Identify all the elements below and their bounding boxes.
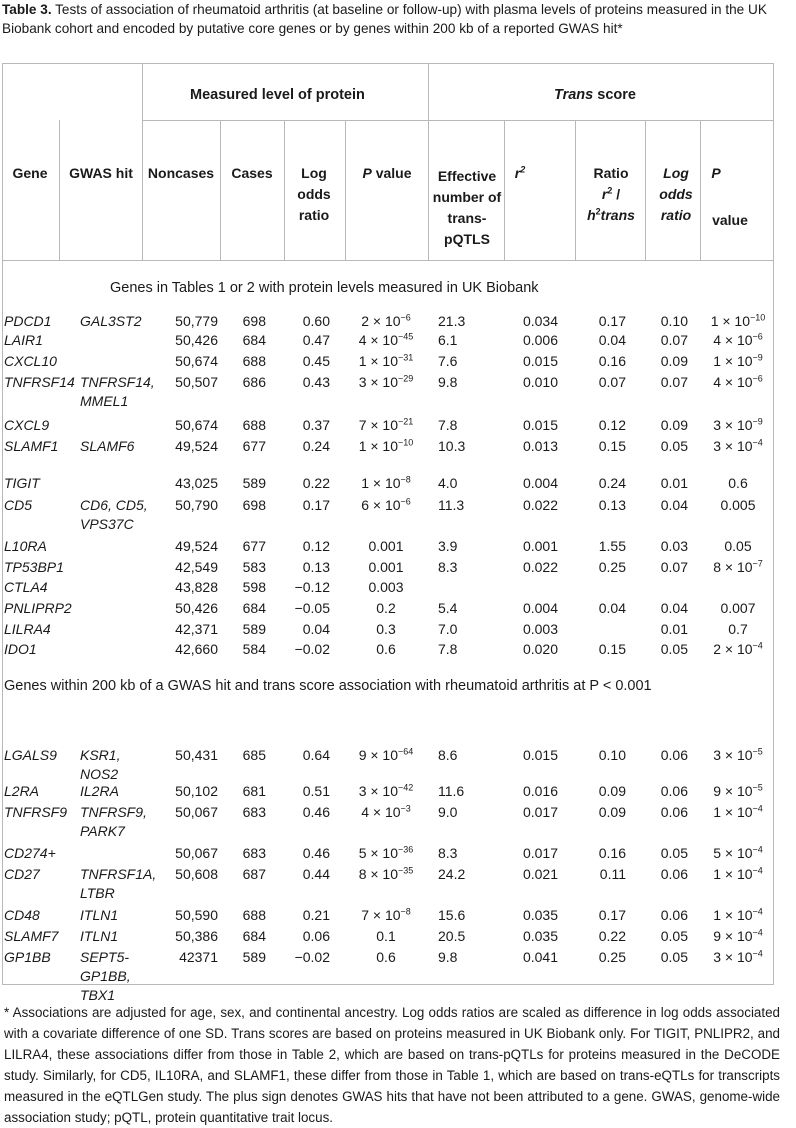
p-value-cell: $7 \times 10^{-8}$ (361, 906, 411, 923)
r2-cell: 0.006 (522, 332, 558, 348)
header-log-odds: Log odds ratio (297, 165, 331, 223)
cases-cell: 677 (242, 538, 266, 554)
group-divider (142, 120, 774, 121)
noncases-cell: 49,524 (175, 538, 218, 554)
cases-cell: 598 (242, 579, 266, 595)
p-value-cell: $1 \times 10^{-10}$ (358, 437, 414, 454)
effective-cell: 9.0 (438, 804, 458, 820)
log-odds-cell: −0.05 (294, 600, 330, 616)
gwas-cell: KSR1, NOS2 (80, 747, 121, 782)
gwas-cell: ITLN1 (80, 928, 119, 944)
gwas-cell: IL2RA (80, 783, 119, 799)
r2-cell: 0.035 (522, 928, 558, 944)
header-p-value: P value (362, 165, 412, 181)
gene-cell: TP53BP1 (4, 559, 64, 575)
log-odds-cell: 0.44 (302, 866, 330, 882)
effective-cell: 7.8 (438, 641, 458, 657)
gene-cell: CTLA4 (4, 579, 48, 595)
gene-cell: PNLIPRP2 (4, 600, 72, 616)
trans-log-odds-cell: 0.10 (660, 313, 688, 329)
gene-cell: SLAMF1 (4, 438, 59, 454)
r2-cell: 0.034 (522, 313, 558, 329)
footnote: * Associations are adjusted for age, sex, and continental ancestry. Log odds ratios are scaled as difference in log odds associated with a covariate difference of one SD. Trans scores are based on proteins measured in UK Biobank only. For TIGIT, PNLIPR2, and LILRA4, these associations differ from those in Table 2, which are based on trans-pQTLs for proteins measured in the DeCODE study. Similarly, for CD5, IL10RA, and SLAMF1, these differ from those in Table 1, which are based on trans-eQTLs for transcripts measured in the eQTLGen study. The plus sign denotes GWAS hits that have not been attributed to a gene. GWAS, genome-wide association study; pQTL, protein quantitative trait locus. (4, 1005, 780, 1125)
trans-log-odds-cell: 0.07 (660, 559, 688, 575)
ratio-cell: 0.16 (598, 845, 626, 861)
ratio-cell: 0.16 (598, 353, 626, 369)
r2-cell: 0.003 (522, 621, 558, 637)
header-ratio: Ratio $r^2$ / $h^2trans$ (587, 165, 635, 223)
ratio-cell: 0.22 (598, 928, 626, 944)
ratio-cell: 0.04 (598, 600, 626, 616)
cases-cell: 688 (242, 907, 266, 923)
noncases-cell: 50,386 (175, 928, 218, 944)
r2-cell: 0.015 (522, 417, 558, 433)
r2-cell: 0.035 (522, 907, 558, 923)
trans-p-value-cell: $2 \times 10^{-4}$ (713, 640, 763, 657)
ratio-cell: 0.13 (598, 497, 626, 513)
effective-cell: 24.2 (438, 866, 466, 882)
p-value-cell: $4 \times 10^{-3}$ (361, 803, 411, 820)
effective-cell: 4.0 (438, 475, 458, 491)
effective-cell: 7.6 (438, 353, 458, 369)
trans-p-value-cell: $1 \times 10^{-10}$ (710, 312, 766, 329)
trans-p-value-cell: 0.007 (720, 600, 756, 616)
col-divider (575, 120, 576, 260)
noncases-cell: 42,549 (175, 559, 218, 575)
noncases-cell: 50,067 (175, 845, 218, 861)
cases-cell: 686 (242, 374, 266, 390)
trans-p-value-cell: $8 \times 10^{-7}$ (713, 558, 763, 575)
ratio-cell: 0.12 (598, 417, 626, 433)
effective-cell: 5.4 (438, 600, 458, 616)
col-divider (142, 64, 143, 260)
log-odds-cell: 0.43 (302, 374, 330, 390)
trans-p-value-cell: 0.005 (720, 497, 756, 513)
p-value-cell: 0.6 (376, 641, 396, 657)
cases-cell: 684 (242, 332, 266, 348)
trans-log-odds-cell: 0.01 (660, 621, 688, 637)
gene-cell: TNFRSF9 (4, 804, 67, 820)
ratio-cell: 0.17 (598, 313, 626, 329)
log-odds-cell: 0.04 (302, 621, 330, 637)
trans-p-value-cell: 0.7 (728, 621, 748, 637)
cases-cell: 589 (242, 949, 266, 965)
p-value-cell: $2 \times 10^{-6}$ (361, 312, 411, 329)
trans-log-odds-cell: 0.05 (660, 438, 688, 454)
effective-cell: 7.0 (438, 621, 458, 637)
p-value-cell: 0.003 (368, 579, 404, 595)
gwas-cell: GAL3ST2 (80, 313, 142, 329)
log-odds-cell: 0.47 (302, 332, 330, 348)
p-value-cell: $9 \times 10^{-64}$ (358, 746, 414, 763)
log-odds-cell: 0.24 (302, 438, 330, 454)
trans-log-odds-cell: 0.06 (660, 783, 688, 799)
cases-cell: 589 (242, 621, 266, 637)
gene-cell: L2RA (4, 783, 40, 799)
effective-cell: 20.5 (438, 928, 466, 944)
trans-log-odds-cell: 0.05 (660, 928, 688, 944)
noncases-cell: 50,431 (175, 747, 218, 763)
p-value-cell: $8 \times 10^{-35}$ (358, 865, 414, 882)
trans-log-odds-cell: 0.03 (660, 538, 688, 554)
noncases-cell: 50,426 (175, 600, 218, 616)
cases-cell: 584 (242, 641, 266, 657)
p-value-cell: $1 \times 10^{-8}$ (361, 474, 411, 491)
p-value-cell: $6 \times 10^{-6}$ (361, 496, 411, 513)
ratio-cell: 0.11 (599, 866, 626, 882)
p-value-cell: $5 \times 10^{-36}$ (358, 844, 414, 861)
noncases-cell: 42,371 (175, 621, 218, 637)
noncases-cell: 50,790 (175, 497, 218, 513)
effective-cell: 8.6 (438, 747, 458, 763)
gene-cell: LILRA4 (4, 621, 51, 637)
p-value-cell: $4 \times 10^{-45}$ (358, 331, 414, 348)
header-gene: Gene (12, 165, 48, 181)
log-odds-cell: 0.22 (302, 475, 330, 491)
ratio-cell: 0.10 (598, 747, 626, 763)
trans-p-value-cell: $1 \times 10^{-4}$ (713, 865, 763, 882)
ratio-cell: 0.25 (598, 559, 626, 575)
log-odds-cell: 0.13 (302, 559, 330, 575)
gene-cell: CXCL10 (4, 353, 57, 369)
section-heading-2: Genes within 200 kb of a GWAS hit and trans score association with rheumatoid arthritis at P < 0.001 (4, 678, 652, 694)
col-divider (428, 64, 429, 260)
r2-cell: 0.015 (522, 747, 558, 763)
r2-cell: 0.041 (522, 949, 558, 965)
r2-cell: 0.010 (522, 374, 558, 390)
log-odds-cell: −0.02 (294, 641, 330, 657)
trans-p-value-cell: $3 \times 10^{-5}$ (713, 746, 763, 763)
log-odds-cell: 0.37 (302, 417, 330, 433)
log-odds-cell: 0.45 (302, 353, 330, 369)
r2-cell: 0.021 (522, 866, 558, 882)
trans-p-value-cell: $4 \times 10^{-6}$ (713, 373, 763, 390)
col-divider (345, 120, 346, 260)
gwas-cell: TNFRSF14, MMEL1 (80, 374, 155, 409)
p-value-cell: $3 \times 10^{-42}$ (358, 782, 414, 799)
log-odds-cell: −0.12 (294, 579, 330, 595)
noncases-cell: 42,660 (175, 641, 218, 657)
effective-cell: 11.6 (438, 783, 465, 799)
trans-p-value-cell: $3 \times 10^{-4}$ (713, 948, 763, 965)
gwas-cell: SEPT5-GP1BB, TBX1 (80, 949, 131, 1003)
group-header-protein: Measured level of protein (190, 87, 365, 103)
r2-cell: 0.017 (522, 804, 558, 820)
trans-log-odds-cell: 0.07 (660, 374, 688, 390)
ratio-cell: 0.04 (598, 332, 626, 348)
gene-cell: IDO1 (4, 641, 37, 657)
noncases-cell: 50,426 (175, 332, 218, 348)
header-trans-log-odds: Log odds ratio (659, 165, 693, 223)
noncases-cell: 50,674 (175, 417, 218, 433)
effective-cell: 9.8 (438, 374, 458, 390)
noncases-cell: 43,828 (175, 579, 218, 595)
noncases-cell: 50,779 (175, 313, 218, 329)
log-odds-cell: 0.21 (302, 907, 330, 923)
p-value-cell: $1 \times 10^{-31}$ (358, 352, 414, 369)
gene-cell: CXCL9 (4, 417, 50, 433)
gene-cell: LAIR1 (4, 332, 43, 348)
ratio-cell: 1.55 (598, 538, 626, 554)
effective-cell: 6.1 (438, 332, 458, 348)
ratio-cell: 0.24 (598, 475, 626, 491)
r2-cell: 0.017 (522, 845, 558, 861)
cases-cell: 677 (242, 438, 266, 454)
log-odds-cell: 0.64 (302, 747, 330, 763)
cases-cell: 698 (242, 497, 266, 513)
cases-cell: 683 (242, 804, 266, 820)
noncases-cell: 50,608 (175, 866, 218, 882)
effective-cell: 9.8 (438, 949, 458, 965)
trans-p-value-cell: $5 \times 10^{-4}$ (713, 844, 763, 861)
gwas-cell: CD6, CD5, VPS37C (80, 497, 148, 532)
gene-cell: CD5 (4, 497, 33, 513)
gene-cell: TIGIT (4, 475, 40, 491)
trans-p-value-cell: $4 \times 10^{-6}$ (713, 331, 763, 348)
header-divider (2, 260, 774, 261)
r2-cell: 0.022 (522, 559, 558, 575)
effective-cell: 3.9 (438, 538, 458, 554)
col-divider (700, 120, 701, 260)
gene-cell: PDCD1 (4, 313, 52, 329)
log-odds-cell: −0.02 (294, 949, 330, 965)
trans-p-value-cell: 0.6 (728, 475, 748, 491)
noncases-cell: 50,507 (175, 374, 218, 390)
ratio-cell: 0.09 (598, 804, 626, 820)
effective-cell: 15.6 (438, 907, 466, 923)
effective-cell: 10.3 (438, 438, 466, 454)
cases-cell: 681 (242, 783, 266, 799)
log-odds-cell: 0.46 (302, 845, 330, 861)
trans-p-value-cell: $1 \times 10^{-9}$ (713, 352, 763, 369)
trans-p-value-cell: $9 \times 10^{-5}$ (713, 782, 763, 799)
r2-cell: 0.015 (522, 353, 558, 369)
table-caption (2, 0, 792, 38)
gene-cell: CD27 (4, 866, 40, 882)
gene-cell: SLAMF7 (4, 928, 59, 944)
gene-cell: CD48 (4, 907, 40, 923)
noncases-cell: 43,025 (175, 475, 218, 491)
p-value-cell: $3 \times 10^{-29}$ (358, 373, 414, 390)
trans-log-odds-cell: 0.06 (660, 866, 688, 882)
noncases-cell: 50,674 (175, 353, 218, 369)
header-noncases: Noncases (147, 165, 215, 181)
trans-p-value-cell: $1 \times 10^{-4}$ (713, 803, 763, 820)
noncases-cell: 50,102 (175, 783, 218, 799)
noncases-cell: 49,524 (175, 438, 218, 454)
trans-log-odds-cell: 0.07 (660, 332, 688, 348)
noncases-cell: 50,067 (175, 804, 218, 820)
trans-log-odds-cell: 0.06 (660, 907, 688, 923)
log-odds-cell: 0.51 (302, 783, 330, 799)
cases-cell: 583 (242, 559, 266, 575)
gene-cell: TNFRSF14 (4, 374, 75, 390)
trans-log-odds-cell: 0.04 (660, 600, 688, 616)
ratio-cell: 0.15 (598, 438, 626, 454)
trans-log-odds-cell: 0.05 (660, 949, 688, 965)
ratio-cell: 0.09 (598, 783, 626, 799)
gwas-cell: SLAMF6 (80, 438, 135, 454)
p-value-cell: 0.001 (368, 559, 404, 575)
cases-cell: 683 (242, 845, 266, 861)
ratio-cell: 0.15 (598, 641, 626, 657)
log-odds-cell: 0.46 (302, 804, 330, 820)
col-divider (504, 120, 505, 260)
r2-cell: 0.016 (522, 783, 558, 799)
trans-log-odds-cell: 0.05 (660, 641, 688, 657)
cases-cell: 688 (242, 353, 266, 369)
r2-cell: 0.020 (522, 641, 558, 657)
trans-log-odds-cell: 0.09 (660, 353, 688, 369)
col-divider (284, 120, 285, 260)
gwas-cell: TNFRSF1A, LTBR (80, 866, 157, 901)
r2-cell: 0.004 (522, 475, 558, 491)
effective-cell: 7.8 (438, 417, 458, 433)
noncases-cell: 50,590 (175, 907, 218, 923)
table-label: Table 3. (2, 2, 52, 17)
header-gwas: GWAS hit (69, 165, 133, 181)
group-header-trans: Trans score (554, 87, 636, 103)
cases-cell: 688 (242, 417, 266, 433)
trans-p-value-cell: 0.05 (724, 538, 752, 554)
trans-log-odds-cell: 0.04 (660, 497, 688, 513)
p-value-cell: 0.1 (376, 928, 396, 944)
header-trans-p-value: value (712, 212, 748, 228)
col-divider (59, 120, 60, 260)
p-value-cell: 0.6 (376, 949, 396, 965)
trans-p-value-cell: $9 \times 10^{-4}$ (713, 927, 763, 944)
trans-p-value-cell: $3 \times 10^{-4}$ (713, 437, 763, 454)
header-effective: Effective number of trans-pQTLS (432, 168, 502, 247)
effective-cell: 11.3 (438, 497, 465, 513)
log-odds-cell: 0.06 (302, 928, 330, 944)
gene-cell: LGALS9 (4, 747, 57, 763)
trans-p-value-cell: $1 \times 10^{-4}$ (713, 906, 763, 923)
ratio-cell: 0.07 (598, 374, 626, 390)
caption-text: Tests of association of rheumatoid arthritis (at baseline or follow-up) with plasma levels of proteins measured in the UK Biobank cohort and encoded by putative core genes or by genes within 200 kb of a reported GWAS hit* (2, 2, 767, 36)
p-value-cell: 0.2 (376, 600, 396, 616)
col-divider (220, 120, 221, 260)
trans-log-odds-cell: 0.05 (660, 845, 688, 861)
effective-cell: 8.3 (438, 845, 458, 861)
gene-cell: L10RA (4, 538, 47, 554)
r2-cell: 0.001 (522, 538, 558, 554)
cases-cell: 698 (242, 313, 266, 329)
cases-cell: 687 (242, 866, 266, 882)
header-trans-p: P (711, 165, 721, 181)
r2-cell: 0.004 (522, 600, 558, 616)
cases-cell: 684 (242, 600, 266, 616)
col-divider (645, 120, 646, 260)
ratio-cell: 0.17 (598, 907, 626, 923)
noncases-cell: 42371 (179, 949, 218, 965)
log-odds-cell: 0.12 (302, 538, 330, 554)
p-value-cell: 0.3 (376, 621, 396, 637)
header-cases: Cases (231, 165, 273, 181)
section-heading-1: Genes in Tables 1 or 2 with protein levels measured in UK Biobank (110, 280, 539, 296)
gwas-cell: ITLN1 (80, 907, 119, 923)
header-r2: $r^2$ (514, 164, 526, 181)
cases-cell: 589 (242, 475, 266, 491)
gene-cell: GP1BB (4, 949, 51, 965)
gene-cell: CD274+ (4, 845, 56, 861)
log-odds-cell: 0.17 (302, 497, 330, 513)
trans-log-odds-cell: 0.06 (660, 804, 688, 820)
cases-cell: 684 (242, 928, 266, 944)
log-odds-cell: 0.60 (302, 313, 330, 329)
trans-p-value-cell: $3 \times 10^{-9}$ (713, 416, 763, 433)
p-value-cell: $7 \times 10^{-21}$ (358, 416, 414, 433)
ratio-cell: 0.25 (598, 949, 626, 965)
r2-cell: 0.022 (522, 497, 558, 513)
p-value-cell: 0.001 (368, 538, 404, 554)
cases-cell: 685 (242, 747, 266, 763)
trans-log-odds-cell: 0.01 (660, 475, 688, 491)
trans-log-odds-cell: 0.09 (660, 417, 688, 433)
trans-log-odds-cell: 0.06 (660, 747, 688, 763)
r2-cell: 0.013 (522, 438, 558, 454)
gwas-cell: TNFRSF9, PARK7 (80, 804, 147, 839)
effective-cell: 8.3 (438, 559, 458, 575)
effective-cell: 21.3 (438, 313, 466, 329)
